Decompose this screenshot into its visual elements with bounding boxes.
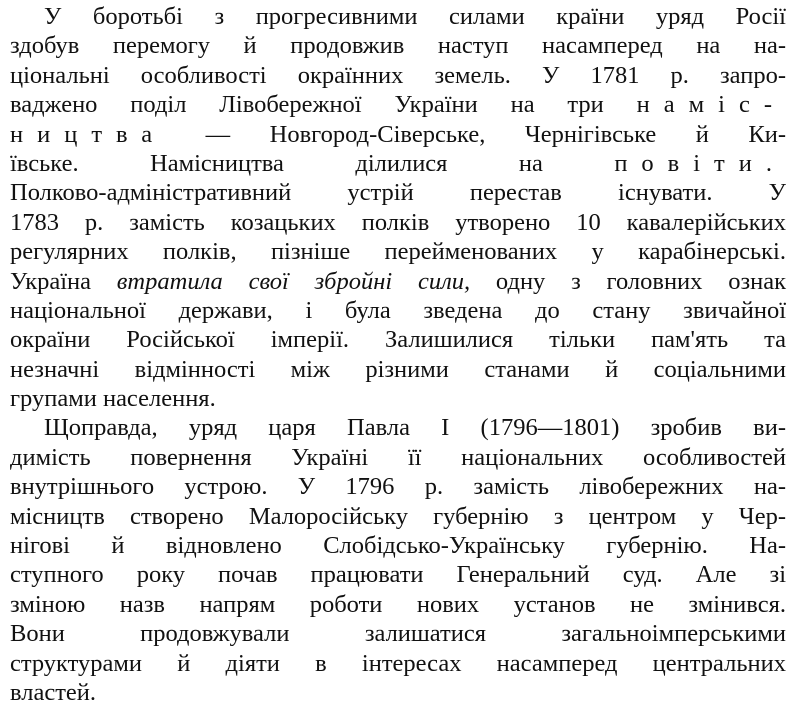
text-line xyxy=(10,678,786,707)
text-segment: ївське. Намісництва ділилися на xyxy=(10,149,615,177)
text-line xyxy=(10,90,786,119)
text-segment: ціональні особливості окраїнних земель. У 1781 р. запро- xyxy=(10,61,786,89)
text-segment: — Новгород-Сіверське, Чернігівське й Ки- xyxy=(166,120,786,148)
text-segment: 1783 р. замість козацьких полків утворено 10 кавалерійських xyxy=(10,208,786,236)
text-segment: властей. xyxy=(10,678,97,706)
text-segment: ступного року почав працювати Генеральний суд. Але зі xyxy=(10,561,786,589)
text-line xyxy=(10,178,786,207)
text-segment: димість повернення Україні її національних особливостей xyxy=(10,443,786,471)
text-line xyxy=(10,325,786,354)
text-segment: здобув перемогу й продовжив наступ насамперед на на- xyxy=(10,32,786,60)
text-line xyxy=(10,590,786,619)
text-segment: місництв створено Малоросійську губернію з центром у Чер- xyxy=(10,502,786,530)
text-segment: Вони продовжували залишатися загальноімперськими xyxy=(10,620,786,648)
emphasis-text: втратила свої збройні сили, xyxy=(116,267,471,295)
text-line xyxy=(10,237,786,266)
text-line xyxy=(10,472,786,501)
text-line xyxy=(10,267,786,296)
text-line xyxy=(10,384,786,413)
text-segment: регулярних полків, пізніше перейменованих у карабінерські. xyxy=(10,238,786,266)
text-segment: окраїни Російської імперії. Залишилися тільки пам'ять та xyxy=(10,326,786,354)
text-line xyxy=(10,443,786,472)
text-line xyxy=(10,619,786,648)
paragraph xyxy=(10,2,786,413)
paragraph xyxy=(10,413,786,707)
text-segment: нігові й відновлено Слобідсько-Українську губернію. На- xyxy=(10,532,786,560)
text-segment: структурами й діяти в інтересах насамперед центральних xyxy=(10,649,786,677)
text-line xyxy=(10,355,786,384)
text-line xyxy=(10,120,786,149)
text-segment: У боротьбі з прогресивними силами країни уряд Росії xyxy=(44,3,786,30)
text-line xyxy=(10,2,786,31)
text-line xyxy=(10,413,786,442)
spaced-emphasis-text: повіти. xyxy=(614,149,786,177)
text-line xyxy=(10,31,786,60)
text-segment: національної держави, і була зведена до стану звичайної xyxy=(10,296,786,324)
text-segment: Україна xyxy=(10,267,117,295)
text-segment: незначні відмінності між різними станами й соціальними xyxy=(10,355,786,383)
spaced-emphasis-text: ництва xyxy=(10,120,167,148)
text-line xyxy=(10,502,786,531)
text-line xyxy=(10,531,786,560)
text-line xyxy=(10,560,786,589)
text-segment: зміною назв напрям роботи нових установ не змінився. xyxy=(10,590,786,618)
text-segment: одну з головних ознак xyxy=(470,267,787,295)
text-line xyxy=(10,149,786,178)
document-page xyxy=(10,2,786,707)
text-line xyxy=(10,208,786,237)
text-segment: Полково-адміністративний устрій перестав існувати. У xyxy=(10,179,786,207)
text-segment: Щоправда, уряд царя Павла І (1796—1801) зробив ви- xyxy=(44,414,786,442)
text-segment: внутрішнього устрою. У 1796 р. замість лівобережних на- xyxy=(10,473,786,501)
text-line xyxy=(10,61,786,90)
text-line xyxy=(10,649,786,678)
spaced-emphasis-text: наміс- xyxy=(636,91,786,119)
text-segment: групами населення. xyxy=(10,385,216,413)
text-line xyxy=(10,296,786,325)
text-segment: ваджено поділ Лівобережної України на три xyxy=(10,91,637,119)
